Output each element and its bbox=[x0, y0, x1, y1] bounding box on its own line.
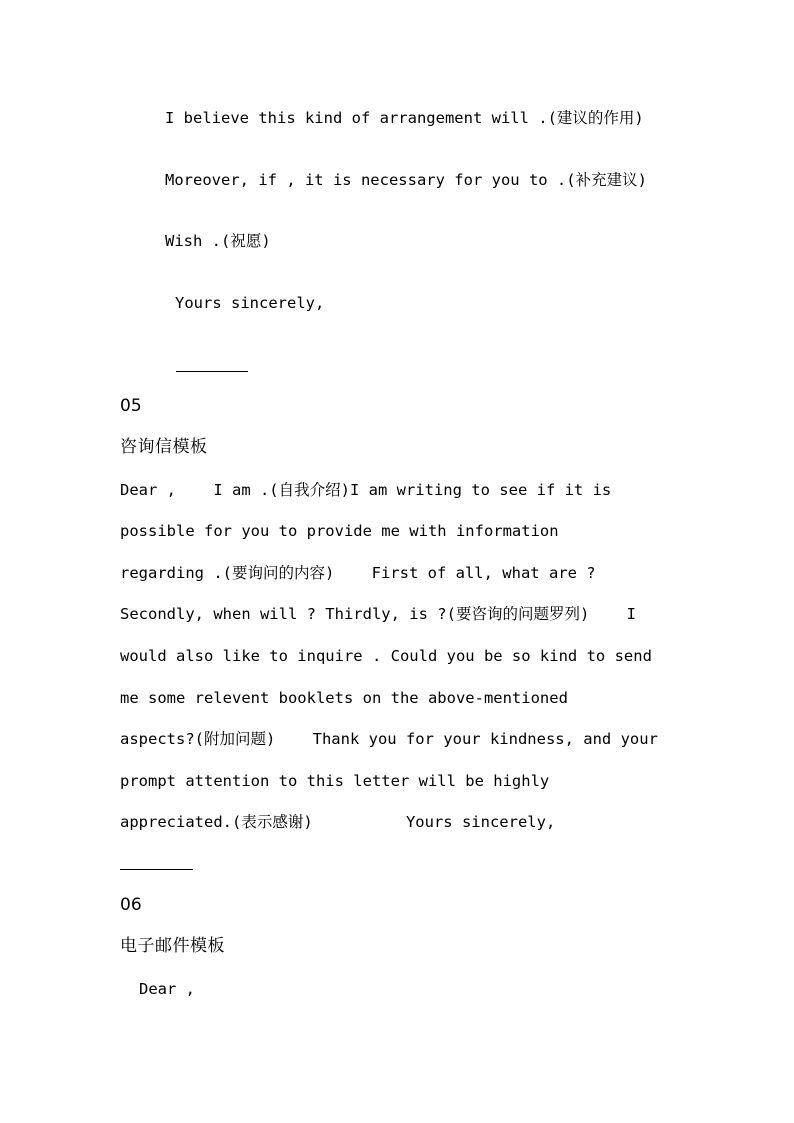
inquiry-body-line: me some relevent booklets on the above-mentioned bbox=[120, 689, 568, 707]
inquiry-body-line: appreciated.(表示感谢) Yours sincerely, bbox=[120, 813, 556, 831]
section-number-05: 05 bbox=[120, 396, 142, 416]
inquiry-body-line: aspects?(附加问题) Thank you for your kindness, and your bbox=[120, 730, 658, 748]
inquiry-body-line: regarding .(要询问的内容) First of all, what are ? bbox=[120, 564, 596, 582]
inquiry-body-line: Dear , I am .(自我介绍)I am writing to see if it is bbox=[120, 481, 612, 499]
email-template-heading: 电子邮件模板 bbox=[120, 936, 225, 956]
inquiry-body-line: Secondly, when will ? Thirdly, is ?(要咨询的问题罗列) I bbox=[120, 605, 636, 623]
inquiry-body-line: prompt attention to this letter will be highly bbox=[120, 772, 550, 790]
section-number-06: 06 bbox=[120, 895, 142, 915]
inquiry-body-line: would also like to inquire . Could you be so kind to send bbox=[120, 647, 652, 665]
signature-line bbox=[120, 869, 193, 870]
advice-effect-line: I believe this kind of arrangement will .(建议的作用) bbox=[165, 109, 644, 127]
signature-line bbox=[176, 371, 248, 372]
email-greeting-line: Dear , bbox=[139, 980, 195, 998]
closing-line: Yours sincerely, bbox=[175, 294, 325, 312]
additional-advice-line: Moreover, if , it is necessary for you to .(补充建议) bbox=[165, 171, 647, 189]
wishes-line: Wish .(祝愿) bbox=[165, 232, 271, 250]
inquiry-letter-heading: 咨询信模板 bbox=[120, 437, 208, 457]
inquiry-body-line: possible for you to provide me with information bbox=[120, 522, 559, 540]
